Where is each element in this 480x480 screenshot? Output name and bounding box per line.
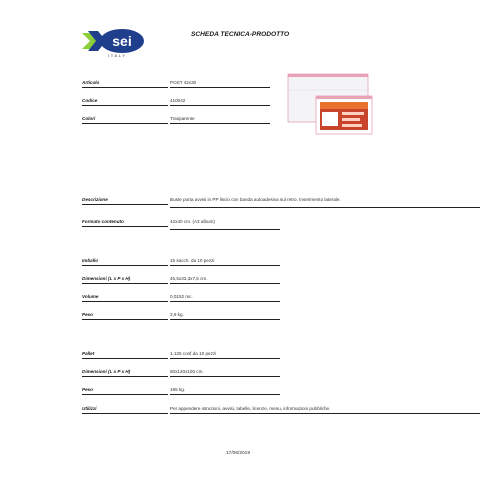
label-colori: Colori	[82, 116, 96, 121]
value-volume: 0,0152 mc.	[170, 294, 193, 299]
value-imballo: 15 sacch. da 10 pezzi	[170, 258, 215, 263]
divider	[170, 413, 480, 414]
label-pallet: Pallet	[82, 351, 95, 356]
divider	[82, 87, 168, 88]
divider	[170, 123, 270, 124]
svg-text:sei: sei	[112, 33, 132, 49]
label-peso: Peso	[82, 387, 93, 392]
divider	[82, 123, 168, 124]
label-descrizione: Descrizione	[82, 197, 108, 202]
page-title: SCHEDA TECNICA-PRODOTTO	[191, 31, 290, 38]
divider	[170, 87, 270, 88]
divider	[170, 319, 280, 320]
divider	[170, 265, 280, 266]
divider	[82, 413, 168, 414]
label-volume: Volume	[82, 294, 99, 299]
divider	[82, 283, 168, 284]
divider	[170, 394, 280, 395]
divider	[82, 204, 168, 205]
value-pallet: 1.125 conf.da 10 pezzi	[170, 351, 217, 356]
divider	[82, 376, 168, 377]
divider	[82, 105, 168, 106]
logo-subtitle: ITALY	[108, 53, 127, 58]
divider	[170, 376, 280, 377]
divider	[170, 358, 280, 359]
label-imballo: Imballo	[82, 258, 99, 263]
divider	[82, 226, 168, 227]
label-formato: Formato contenuto	[82, 219, 124, 224]
label-articolo: Articolo	[82, 80, 100, 85]
divider	[82, 301, 168, 302]
divider	[170, 283, 280, 284]
value-utilizzi: Per appendere istruzioni, avvisi, tabelle, licenze, menu, informazioni pubbliche.	[170, 406, 331, 411]
value-articolo: POST 42x30	[170, 80, 197, 85]
divider	[170, 301, 280, 302]
value-dimensioni: 45,5x33,3x7,5 cm.	[170, 276, 208, 281]
label-dimensioni: Dimensioni (L x P x H)	[82, 369, 131, 374]
divider	[82, 265, 168, 266]
value-formato: 42x30 cm. (A3 album)	[170, 219, 215, 224]
divider	[170, 229, 280, 230]
divider	[170, 105, 270, 106]
label-dimensioni: Dimensioni (L x P x H)	[82, 276, 131, 281]
value-codice: 410042	[170, 98, 186, 103]
label-codice: Codice	[82, 98, 98, 103]
divider	[82, 394, 168, 395]
value-dimensioni: 80x120x100 cm.	[170, 369, 204, 374]
divider	[170, 207, 480, 208]
divider	[82, 358, 168, 359]
label-peso: Peso	[82, 312, 93, 317]
value-peso: 185 kg.	[170, 387, 186, 392]
value-colori: Trasparente	[170, 116, 195, 121]
footer-date: 17/06/2019	[226, 451, 251, 456]
value-peso: 3,9 kg.	[170, 312, 184, 317]
value-descrizione: Buste porta avvisi in PP liscio con banda autoadesiva sul retro. Inserimento laterale.	[170, 197, 341, 202]
divider	[82, 319, 168, 320]
label-utilizzi: Utilizzi	[82, 406, 97, 411]
product-image	[286, 72, 378, 138]
